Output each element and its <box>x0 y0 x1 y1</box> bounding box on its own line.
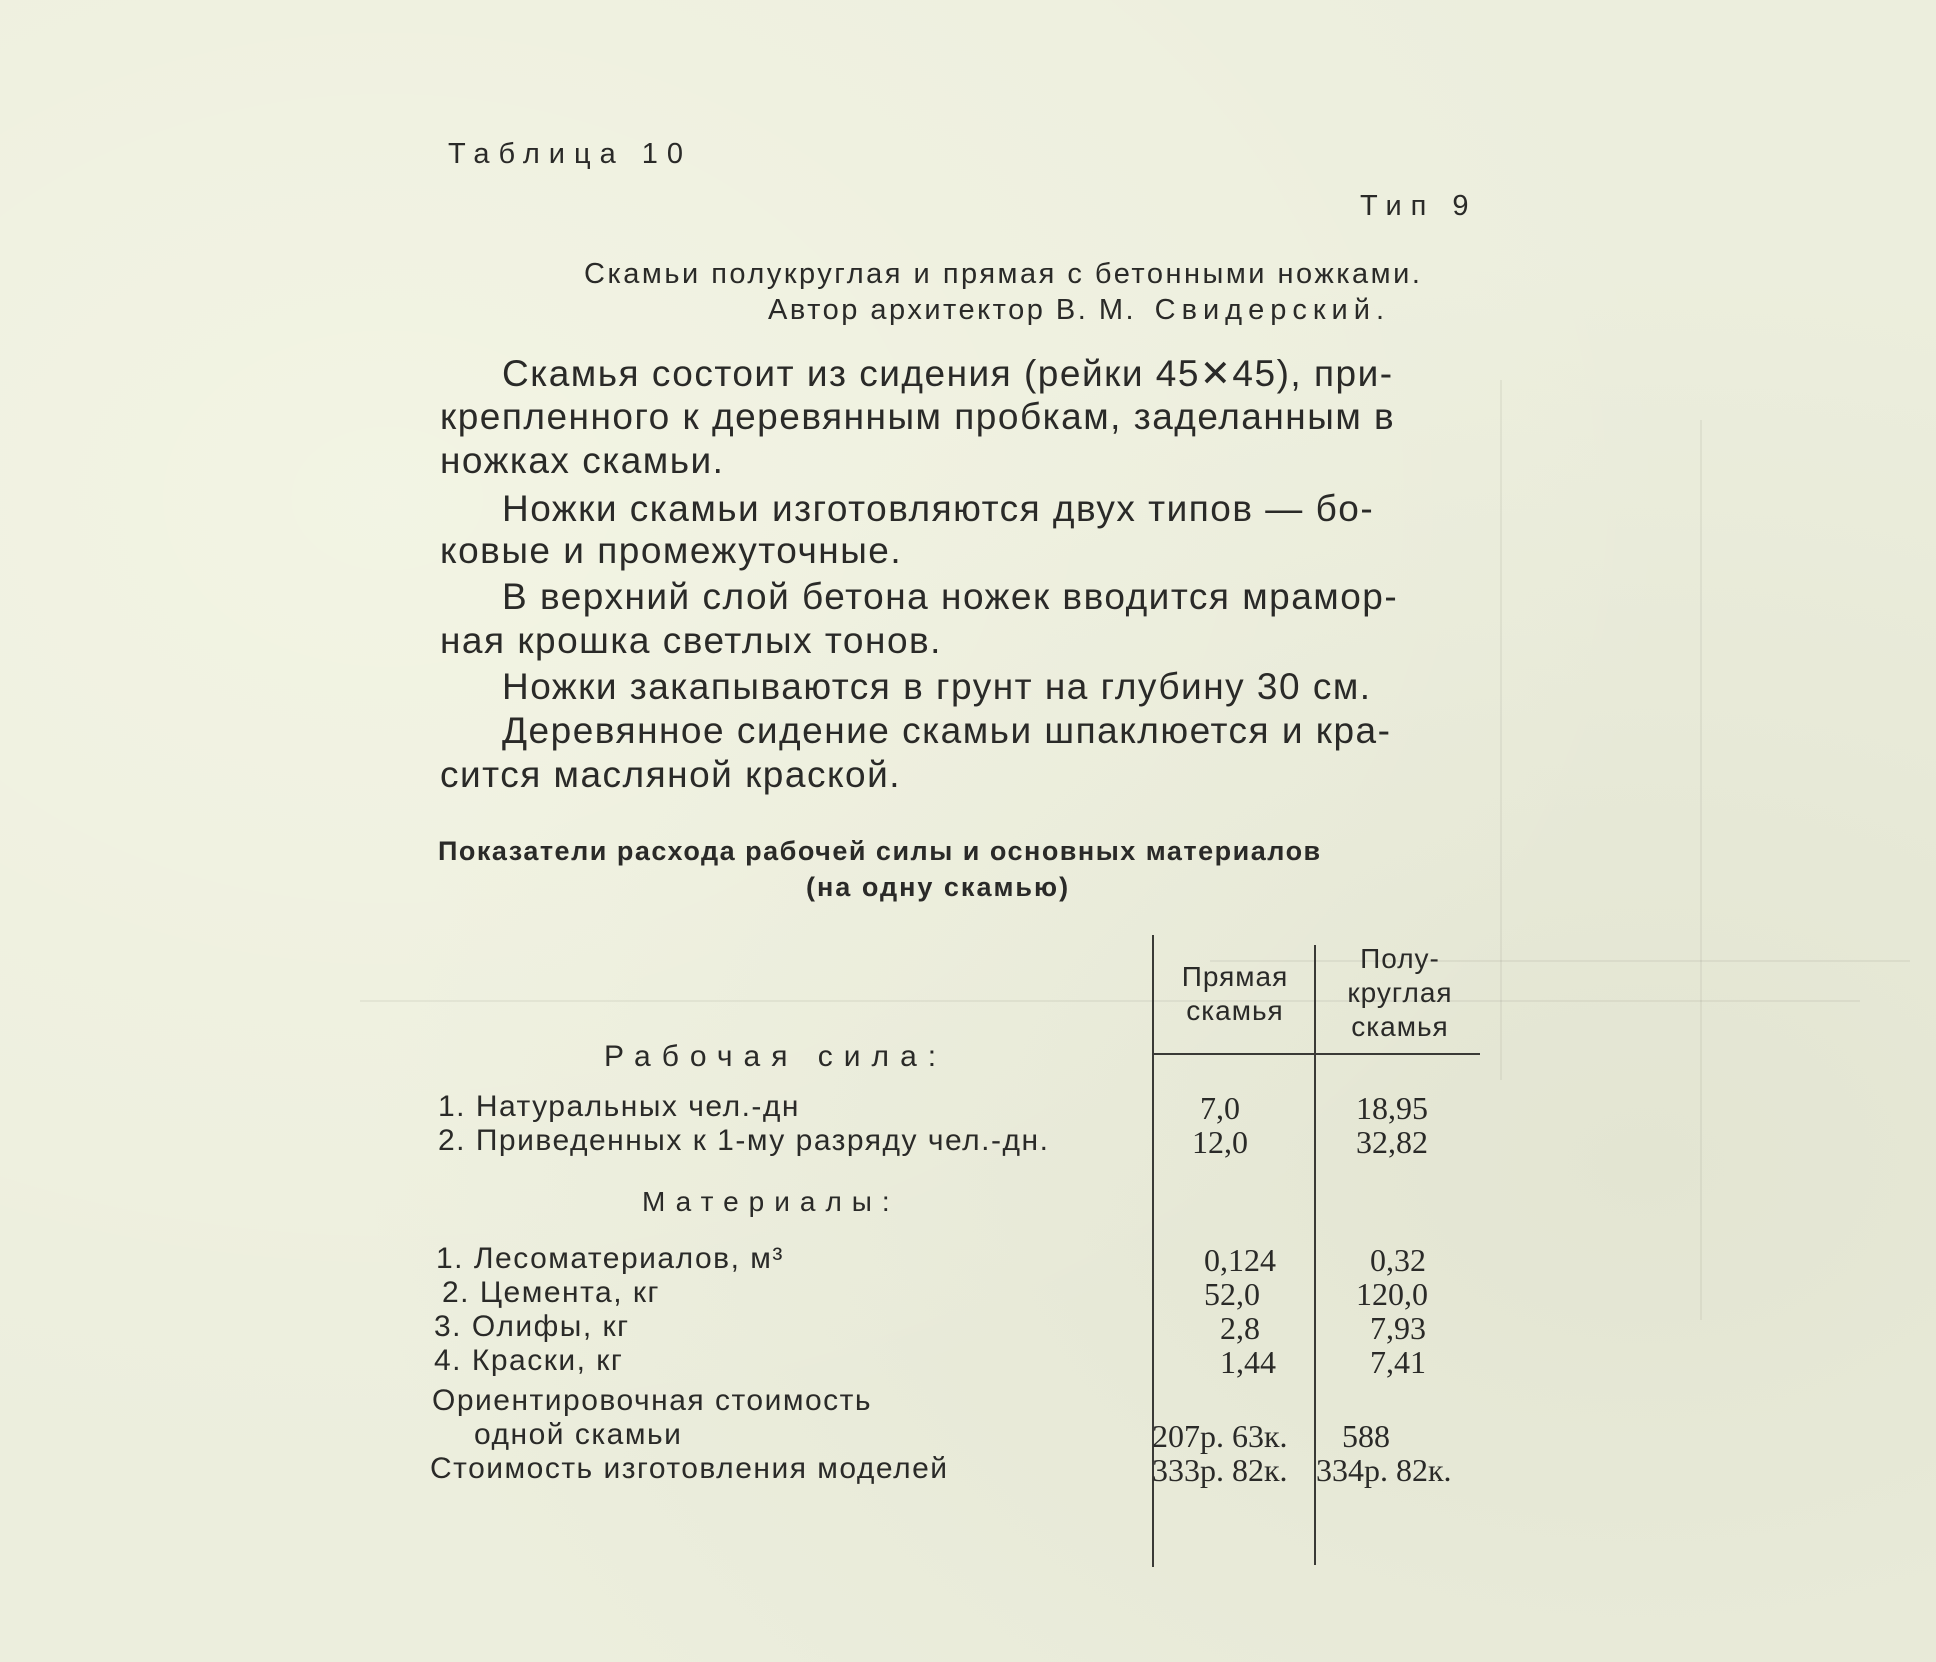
body-line: ная крошка светлых тонов. <box>440 620 942 661</box>
subtitle-line-1: Скамьи полукруглая и прямая с бетонными ножками. <box>584 258 1423 290</box>
table-number: Таблица 10 <box>448 138 693 170</box>
material-row-2-semicircular: 120,0 <box>1356 1276 1428 1312</box>
section-materials: Материалы: <box>642 1186 900 1217</box>
labor-row-1-semicircular: 18,95 <box>1356 1090 1428 1126</box>
body-line: крепленного к деревянным пробкам, заделанным в <box>440 396 1396 437</box>
cost-row-semicircular: 588 <box>1342 1418 1390 1454</box>
header-col2-line1: Полу- <box>1360 943 1440 974</box>
material-row-1-label: 1. Лесоматериалов, м³ <box>436 1242 784 1275</box>
header-col1-line1: Прямая <box>1181 961 1289 992</box>
material-row-1-straight: 0,124 <box>1204 1242 1276 1278</box>
body-line: сится масляной краской. <box>440 754 902 795</box>
table-title-line-2: (на одну скамью) <box>806 872 1071 902</box>
models-row-straight: 333р. 82к. <box>1152 1452 1288 1488</box>
body-line: Деревянное сидение скамьи шпаклюется и кра- <box>502 710 1392 751</box>
header-semicircular-bench <box>1320 942 1480 1044</box>
labor-row-1-label: 1. Натуральных чел.-дн <box>438 1090 800 1123</box>
cost-row-label-line-2: одной скамьи <box>474 1418 683 1451</box>
body-line: Ножки скамьи изготовляются двух типов — бо- <box>502 488 1375 529</box>
header-straight-bench <box>1160 960 1310 1028</box>
type-label: Тип 9 <box>1360 190 1478 222</box>
body-line: В верхний слой бетона ножек вводится мрамор- <box>502 576 1399 617</box>
models-row-label: Стоимость изготовления моделей <box>430 1452 949 1485</box>
labor-row-2-straight: 12,0 <box>1192 1124 1248 1160</box>
bleed-line <box>1500 380 1502 1080</box>
header-col2-line2: круглая <box>1347 977 1453 1008</box>
body-line: Скамья состоит из сидения (рейки 45✕45), при- <box>502 353 1394 394</box>
cost-row-label-line-1: Ориентировочная стоимость <box>432 1384 873 1417</box>
body-line: Ножки закапываются в грунт на глубину 30 см. <box>502 666 1372 707</box>
material-row-4-semicircular: 7,41 <box>1370 1344 1426 1380</box>
labor-row-2-label: 2. Приведенных к 1-му разряду чел.-дн. <box>438 1124 1050 1157</box>
section-labor: Рабочая сила: <box>604 1040 948 1073</box>
table-title-line-1: Показатели расхода рабочей силы и основных материалов <box>438 836 1322 866</box>
labor-row-2-semicircular: 32,82 <box>1356 1124 1428 1160</box>
header-underline <box>1154 1053 1480 1055</box>
author-prefix: Автор архитектор В. М. <box>768 294 1137 326</box>
material-row-2-label: 2. Цемента, кг <box>442 1276 660 1309</box>
labor-row-1-straight: 7,0 <box>1200 1090 1240 1126</box>
material-row-3-label: 3. Олифы, кг <box>434 1310 630 1343</box>
bleed-line <box>360 1000 1860 1002</box>
body-line: ножках скамьи. <box>440 440 725 481</box>
material-row-3-straight: 2,8 <box>1220 1310 1260 1346</box>
header-col2-line3: скамья <box>1351 1011 1449 1042</box>
body-line: ковые и промежуточные. <box>440 530 903 571</box>
material-row-4-label: 4. Краски, кг <box>434 1344 624 1377</box>
header-col1-line2: скамья <box>1186 995 1284 1026</box>
material-row-2-straight: 52,0 <box>1204 1276 1260 1312</box>
models-row-semicircular: 334р. 82к. <box>1316 1452 1452 1488</box>
author-name: Свидерский. <box>1154 294 1390 326</box>
subtitle-line-2 <box>768 294 1390 327</box>
material-row-1-semicircular: 0,32 <box>1370 1242 1426 1278</box>
material-row-4-straight: 1,44 <box>1220 1344 1276 1380</box>
bleed-line <box>1700 420 1702 1320</box>
material-row-3-semicircular: 7,93 <box>1370 1310 1426 1346</box>
cost-row-straight: 207р. 63к. <box>1152 1418 1288 1454</box>
